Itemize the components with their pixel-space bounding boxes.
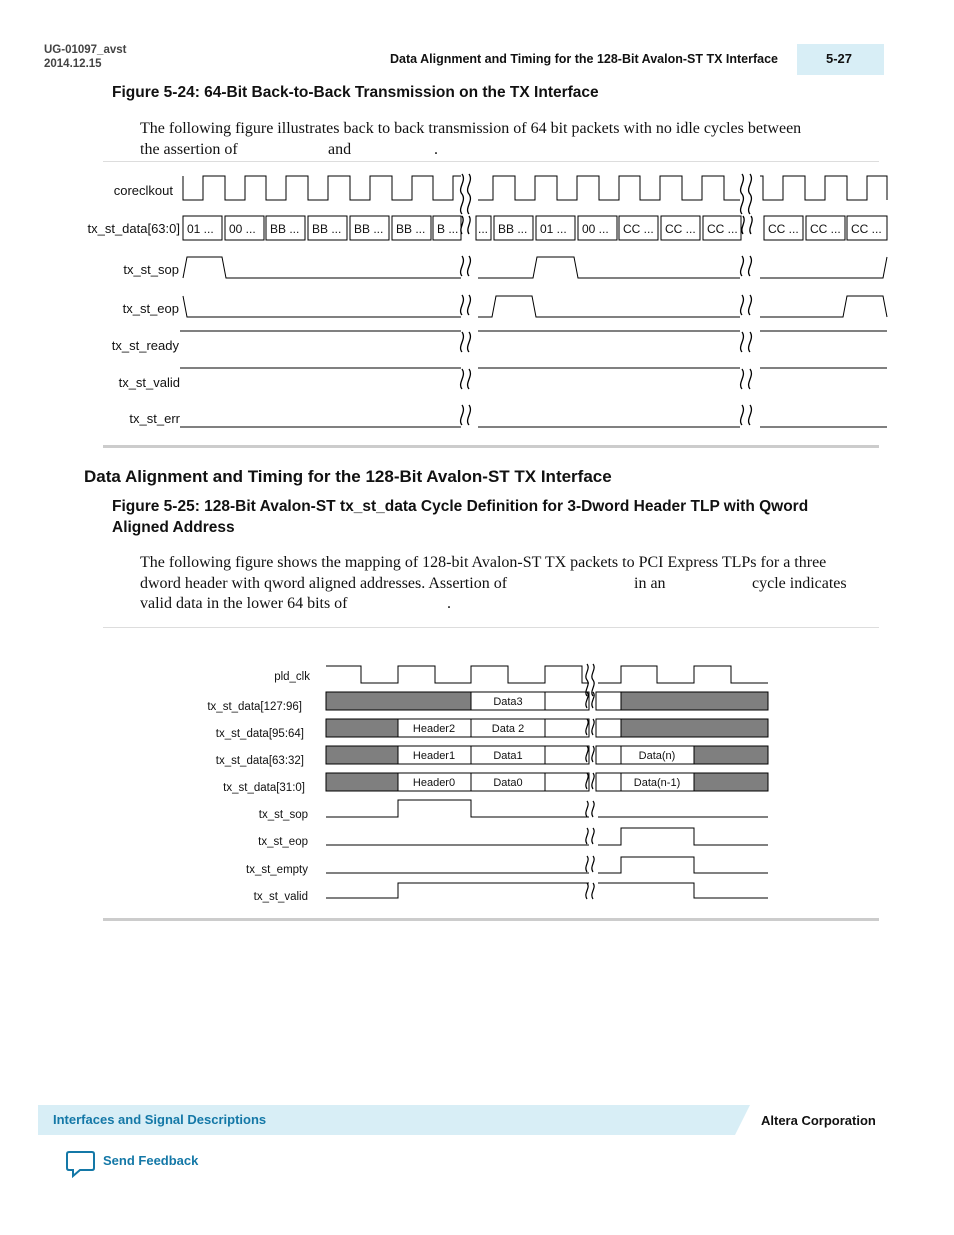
data-label: CC ... bbox=[665, 222, 696, 236]
sig-label-tx-st-empty: tx_st_empty bbox=[246, 864, 308, 876]
data-label: B ... bbox=[437, 222, 459, 236]
box-label-header0: Header0 bbox=[412, 777, 456, 789]
running-header-title: Data Alignment and Timing for the 128-Bit Avalon-ST TX Interface bbox=[390, 52, 779, 66]
figure-5-24-desc-line1: The following figure illustrates back to back transmission of 64 bit packets with no idle cycles between bbox=[140, 120, 802, 137]
sig-label-tx-st-data-95-64: tx_st_data[95:64] bbox=[215, 728, 304, 740]
data-label: BB ... bbox=[312, 222, 342, 236]
figure-5-25-desc-line3a: valid data in the lower 64 bits of bbox=[140, 595, 348, 612]
figure-5-25-bottom-rule bbox=[103, 918, 879, 921]
figure-5-25-title-line1: Figure 5-25: 128-Bit Avalon-ST tx_st_data Cycle Definition for 3-Dword Header TLP with Qword bbox=[112, 498, 809, 515]
gray-fill bbox=[621, 719, 768, 737]
figure-5-24-title: Figure 5-24: 64-Bit Back-to-Back Transmission on the TX Interface bbox=[112, 84, 599, 101]
sig-label-coreclkout: coreclkout bbox=[113, 183, 173, 198]
figure-5-25-desc-line3b: . bbox=[447, 595, 451, 612]
figure-5-25-desc-line2a: dword header with qword aligned addresses. Assertion of bbox=[140, 575, 508, 592]
send-feedback-label: Send Feedback bbox=[103, 1153, 199, 1168]
figure-5-25-title-line2: Aligned Address bbox=[112, 519, 235, 536]
data-label: 01 ... bbox=[187, 222, 214, 236]
sig-label-tx-st-eop-128: tx_st_eop bbox=[258, 836, 308, 848]
sig-label-pld-clk: pld_clk bbox=[274, 671, 310, 683]
timing-diagram-128bit bbox=[200, 655, 790, 915]
tx-st-valid-wave-128 bbox=[326, 883, 768, 898]
data-label: BB ... bbox=[354, 222, 384, 236]
data-label: BB ... bbox=[396, 222, 426, 236]
sig-label-tx-st-valid-128: tx_st_valid bbox=[253, 891, 308, 903]
tx-st-eop-wave-128 bbox=[326, 828, 768, 845]
tx-st-sop-wave bbox=[183, 257, 887, 278]
data-label: 00 ... bbox=[229, 222, 256, 236]
figure-5-24-desc-line2b: and bbox=[328, 141, 352, 158]
sig-label-tx-st-sop: tx_st_sop bbox=[123, 262, 179, 277]
box-label-data-n-1: Data(n-1) bbox=[633, 777, 681, 789]
figure-5-24-top-rule bbox=[103, 161, 879, 162]
figure-5-24-bottom-rule bbox=[103, 445, 879, 448]
coreclkout-wave-2 bbox=[478, 176, 740, 200]
box-label-header1: Header1 bbox=[412, 750, 456, 762]
data-label: CC ... bbox=[810, 222, 841, 236]
data-label: CC ... bbox=[623, 222, 654, 236]
box-label-data3: Data3 bbox=[493, 696, 523, 708]
gray-fill bbox=[694, 746, 768, 764]
sig-label-tx-st-eop: tx_st_eop bbox=[122, 301, 179, 316]
page-number: 5-27 bbox=[826, 51, 853, 66]
figure-5-24-desc-line2a: the assertion of bbox=[140, 141, 238, 158]
footer-section-link[interactable]: Interfaces and Signal Descriptions bbox=[53, 1112, 267, 1127]
section-title: Data Alignment and Timing for the 128-Bit Avalon-ST TX Interface bbox=[84, 467, 612, 486]
data-label: CC ... bbox=[707, 222, 738, 236]
gray-fill bbox=[326, 719, 398, 737]
data-label: CC ... bbox=[851, 222, 882, 236]
footer-company: Altera Corporation bbox=[761, 1113, 876, 1128]
figure-5-25-desc-line2c: cycle indicates bbox=[752, 575, 847, 592]
data-label: CC ... bbox=[768, 222, 799, 236]
timing-diagram-64bit bbox=[80, 165, 900, 440]
sig-label-tx-st-data-127-96: tx_st_data[127:96] bbox=[207, 701, 302, 713]
doc-id: UG-01097_avst bbox=[44, 44, 127, 56]
data-label: BB ... bbox=[270, 222, 300, 236]
box-label-data-n: Data(n) bbox=[638, 750, 676, 762]
gray-fill bbox=[326, 773, 398, 791]
figure-5-25-desc-line1: The following figure shows the mapping of 128-bit Avalon-ST TX packets to PCI Express TLPs for a three bbox=[140, 554, 827, 571]
box-label-data2: Data 2 bbox=[491, 723, 525, 735]
break-marks-64 bbox=[461, 174, 753, 425]
data-label: BB ... bbox=[498, 222, 528, 236]
box-label-data1: Data1 bbox=[493, 750, 523, 762]
figure-5-25-desc-line2b: in an bbox=[634, 575, 666, 592]
data-label: 01 ... bbox=[540, 222, 567, 236]
sig-label-tx-st-sop-128: tx_st_sop bbox=[258, 809, 308, 821]
gray-fill bbox=[694, 773, 768, 791]
tx-st-sop-wave-128 bbox=[326, 800, 768, 817]
box-label-header2: Header2 bbox=[412, 723, 456, 735]
data-label: 00 ... bbox=[582, 222, 609, 236]
coreclkout-wave-1 bbox=[183, 176, 461, 200]
coreclkout-wave-3 bbox=[760, 176, 887, 200]
sig-label-tx-st-data: tx_st_data[63:0] bbox=[87, 221, 180, 236]
tx-st-eop-wave bbox=[183, 296, 887, 317]
pld-clk-wave bbox=[326, 666, 768, 683]
box-label-data0: Data0 bbox=[493, 777, 523, 789]
gray-fill bbox=[326, 746, 398, 764]
chat-bubble-icon bbox=[66, 1150, 96, 1178]
tx-st-empty-wave bbox=[326, 857, 768, 873]
gray-fill bbox=[621, 692, 768, 710]
figure-5-24-desc-line2c: . bbox=[434, 141, 438, 158]
break-marks-128 bbox=[586, 664, 594, 899]
sig-label-tx-st-data-31-0: tx_st_data[31:0] bbox=[223, 782, 305, 794]
doc-date: 2014.12.15 bbox=[44, 58, 102, 70]
gray-fill bbox=[326, 692, 471, 710]
data-label: ... bbox=[478, 222, 489, 236]
send-feedback-link[interactable] bbox=[66, 1150, 216, 1178]
sig-label-tx-st-ready: tx_st_ready bbox=[111, 338, 179, 353]
sig-label-tx-st-data-63-32: tx_st_data[63:32] bbox=[215, 755, 304, 767]
sig-label-tx-st-valid: tx_st_valid bbox=[118, 375, 180, 390]
figure-5-25-top-rule bbox=[103, 627, 879, 628]
sig-label-tx-st-err: tx_st_err bbox=[129, 411, 180, 426]
